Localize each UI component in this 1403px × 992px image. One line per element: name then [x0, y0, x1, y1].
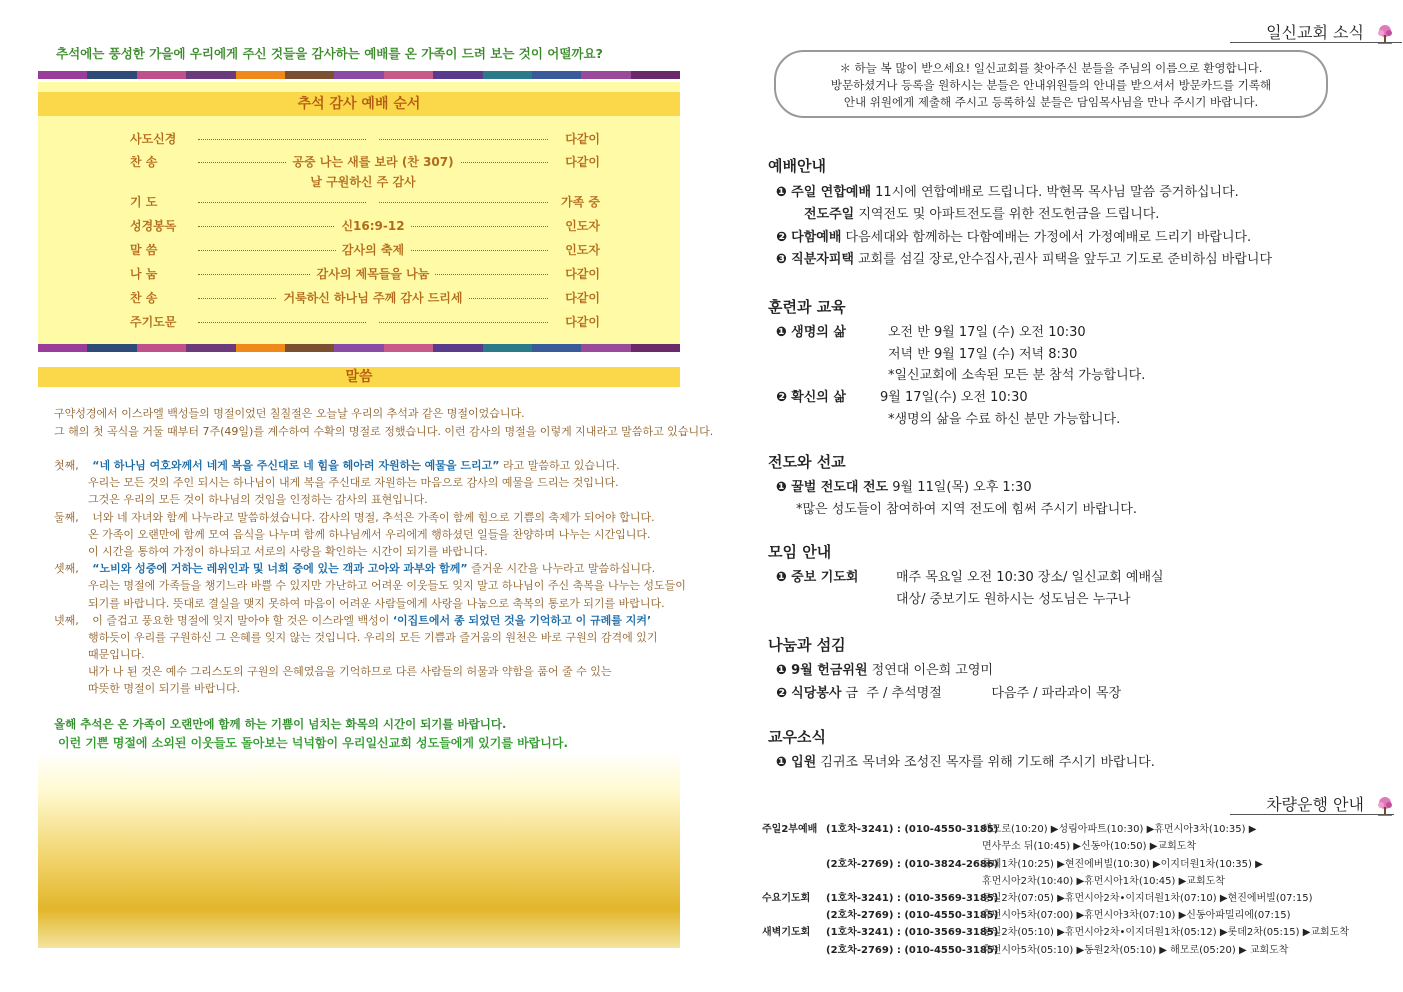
sharing-item-1-label: 9월 헌금위원: [791, 663, 868, 678]
worship-title: 예배안내: [768, 157, 826, 175]
worship-item-2-text: 다음세대와 함께하는 다함예배는 가정에서 가정예배로 드리기 바랍니다.: [841, 230, 1252, 245]
stripe-segment: [285, 344, 334, 352]
num-1: ❶: [776, 663, 788, 678]
num-1: ❶: [776, 755, 788, 770]
num-2: ❷: [776, 390, 788, 405]
num-3: ❸: [776, 252, 788, 267]
sermon-third-line: [54, 560, 655, 576]
sermon-first-3: 그것은 우리의 모든 것이 하나님의 것임을 인정하는 감사의 표현입니다.: [88, 493, 428, 506]
first-quote: “네 하나님 여호와께서 네게 복을 주신대로 네 힘을 헤아려 자원하는 예물을 드리고”: [92, 459, 500, 472]
order-row: [130, 289, 600, 309]
training-item-2-line-2: *생명의 삶을 수료 하신 분만 가능합니다.: [888, 412, 1121, 427]
order-middle-text: 감사의 축제: [336, 243, 410, 257]
mission-note: *많은 성도들이 참여하여 지역 전도에 힘써 주시기 바랍니다.: [796, 502, 1137, 517]
num-2: ❷: [776, 230, 788, 245]
sermon-second-3: 이 시간을 통하여 가정이 하나되고 서로의 사랑을 확인하는 시간이 되기를 바랍니다.: [88, 545, 488, 558]
stripe-segment: [384, 344, 433, 352]
worship-item-2-label: 다함예배: [791, 230, 842, 245]
meeting-item-1-line-2: 대상/ 중보기도 원하시는 성도님은 누구나: [896, 592, 1131, 607]
fourth-quote: ‘이집트에서 종 되었던 것을 기억하고 이 규례를 지켜’: [392, 614, 652, 627]
closing-line-2: 이런 기쁜 명절에 소외된 이웃들도 돌아보는 넉넉함이 우리일신교회 성도들에게 있기를 바랍니다.: [58, 736, 569, 750]
order-right: 다같이: [565, 267, 600, 281]
training-item-2-label: 확신의 삶: [791, 390, 846, 405]
stripe-segment: [186, 344, 235, 352]
sermon-third-3: 되기를 바랍니다. 뜻대로 결실을 맺지 못하여 마음이 어려운 사람들에게 사랑을 나눔으로 축복의 통로가 되기를 바랍니다.: [88, 597, 665, 610]
sermon-p2: 그 해의 첫 곡식을 거둘 때부터 7주(49일)를 계수하여 수확의 명절로 정했습니다. 이런 감사의 명절을 이렇게 지내라고 말씀하고 있습니다.: [54, 425, 714, 438]
bus-route: 동일2차(07:05) ▶휴먼시아2차•이지더원1차(07:10) ▶현진에버빌(07:15): [982, 893, 1313, 904]
harvest-background-image: [38, 752, 680, 948]
order-middle: [198, 193, 548, 207]
fourth-1a: 이 즐겁고 풍요한 명절에 잊지 말아야 할 것은 이스라엘 백성이: [92, 614, 393, 627]
order-right: 다같이: [565, 291, 600, 305]
num-2: ❷: [776, 686, 788, 701]
bus-service-text: 수요기도회: [762, 893, 811, 904]
stripe-segment: [581, 71, 630, 79]
order-middle: [198, 153, 548, 170]
stripe-segment: [384, 71, 433, 79]
order-extra-line: 날 구원하신 주 감사: [310, 175, 416, 189]
stripe-segment: [236, 71, 285, 79]
sermon-fourth-2: 행하듯이 우리를 구원하신 그 은혜를 잊지 않는 것입니다. 우리의 모든 기쁨과 즐거움의 원천은 바로 구원의 감격에 있기: [88, 631, 658, 644]
training-item-2-line-1: 9월 17일(수) 오전 10:30: [880, 390, 1028, 405]
order-right: 다같이: [565, 315, 600, 329]
order-label: 성경봉독: [130, 219, 177, 233]
order-label: 사도신경: [130, 132, 177, 146]
sermon-second-2: 온 가족이 오랜만에 함께 모여 음식을 나누며 함께 하나님께서 우리에게 행하셨던 일들을 찬양하며 나누는 시간입니다.: [88, 528, 651, 541]
meeting-item-1-label: 중보 기도회: [791, 570, 859, 585]
news-item-1-label: 입원: [791, 755, 817, 770]
welcome-line-3: 안내 위원에게 제출해 주시고 등록하실 분들은 담임목사님을 만나 주시기 바랍니다.: [843, 95, 1259, 109]
stripe-segment: [186, 71, 235, 79]
sermon-fourth-4: 내가 나 된 것은 예수 그리스도의 구원의 은혜였음을 기억하므로 다른 사람들의 허물과 약함을 품어 줄 수 있는: [88, 665, 612, 678]
third-quote: “노비와 성중에 거하는 레위인과 및 너희 중에 있는 객과 고아와 과부와 함께”: [92, 562, 468, 575]
order-row: [130, 217, 600, 237]
training-title: 훈련과 교육: [768, 298, 846, 316]
second-1: 너와 네 자녀와 함께 나누라고 말씀하셨습니다. 감사의 명절, 추석은 가족이 함께 힘으로 기쁨의 축제가 되어야 합니다.: [92, 511, 655, 524]
stripe-segment: [334, 344, 383, 352]
bus-service: [762, 820, 817, 835]
color-stripe-bottom: [38, 344, 680, 352]
worship-item-2: [776, 226, 1251, 245]
stripe-segment: [236, 344, 285, 352]
num-1: ❶: [776, 570, 788, 585]
training-item-1-line-2: 저녁 반 9월 17일 (수) 저녁 8:30: [888, 347, 1078, 362]
order-right: 가족 중: [561, 195, 600, 209]
bus-car-text: (2호차-2769) : (010-4550-3185): [826, 910, 999, 921]
stripe-segment: [433, 344, 482, 352]
meeting-title: 모임 안내: [768, 543, 832, 561]
welcome-box: [774, 50, 1328, 118]
bus-service: [762, 923, 810, 938]
worship-item-1: [776, 181, 1239, 200]
church-news-header: [1266, 20, 1395, 44]
meeting-item-1: [776, 566, 858, 585]
sermon-third-2: 우리는 명절에 가족들을 챙기느라 바쁠 수 있지만 가난하고 어려운 이웃들도 잊지 말고 하나님이 주신 축복을 나누는 성도들이: [88, 579, 686, 592]
training-item-2: [776, 386, 846, 405]
welcome-line-1: ＊ 하늘 복 많이 받으세요! 일신교회를 찾아주신 분들을 주님의 이름으로 환영합니다.: [839, 61, 1263, 75]
sermon-p1: 구약성경에서 이스라엘 백성들의 명절이었던 칠칠절은 오늘날 우리의 추석과 같은 명절이었습니다.: [54, 407, 525, 420]
bus-route: 휴먼시아5차(07:00) ▶휴먼시아3차(07:10) ▶신동아파밀리에(07:15): [982, 910, 1291, 921]
bus-service: [762, 889, 810, 904]
order-label: 말 씀: [130, 243, 158, 257]
stripe-segment: [137, 71, 186, 79]
order-middle-text: 감사의 제목들을 나눔: [311, 267, 436, 281]
news-item-1: [776, 751, 1155, 770]
tree-icon: [1375, 796, 1395, 816]
order-row: [130, 153, 600, 173]
church-news-title: 일신교회 소식: [1266, 23, 1364, 42]
order-label: 기 도: [130, 195, 158, 209]
mission-item-1-text: 9월 11일(목) 오후 1:30: [888, 480, 1032, 495]
stripe-segment: [532, 344, 581, 352]
order-middle: [198, 289, 548, 306]
order-label: 찬 송: [130, 155, 158, 169]
mission-item-1: [776, 476, 1032, 495]
news-item-1-text: 김귀조 목녀와 조성진 목자를 위해 기도해 주시기 바랍니다.: [816, 755, 1155, 770]
order-right: 인도자: [565, 219, 600, 233]
order-middle: [198, 241, 548, 258]
sharing-item-1: [776, 659, 993, 678]
fourth-label: 넷째,: [54, 614, 79, 627]
num-1: ❶: [776, 325, 788, 340]
header-underline: [1230, 42, 1402, 43]
meeting-item-1-line-1: 매주 목요일 오전 10:30 장소/ 일신교회 예배실: [896, 570, 1164, 585]
num-1: ❶: [776, 480, 788, 495]
worship-item-3-text: 교회를 섬길 장로,안수집사,권사 피택을 앞두고 기도로 준비하심 바랍니다: [853, 252, 1273, 267]
order-row: [130, 313, 600, 333]
training-item-1-label: 생명의 삶: [791, 325, 846, 340]
stripe-segment: [38, 344, 87, 352]
bus-service-text: 새벽기도회: [762, 927, 811, 938]
mission-item-1-label: 꿀벌 전도대 전도: [791, 480, 889, 495]
stripe-segment: [483, 344, 532, 352]
order-middle-text: 거룩하신 하나님 주께 감사 드리세: [277, 291, 468, 305]
bus-car: [826, 889, 998, 904]
stripe-segment: [285, 71, 334, 79]
sharing-title: 나눔과 섬김: [768, 636, 846, 654]
bus-route: 면사무소 뒤(10:45) ▶신동아(10:50) ▶교회도착: [982, 841, 1197, 852]
order-middle: [198, 265, 548, 282]
bus-route: 해모로(10:20) ▶성림아파트(10:30) ▶휴먼시아3차(10:35) ▶: [982, 824, 1257, 835]
closing-line-1: 올해 추석은 온 가족이 오랜만에 함께 하는 기쁨이 넘치는 화목의 시간이 되기를 바랍니다.: [54, 717, 507, 731]
bus-title: 차량운행 안내: [1266, 795, 1364, 814]
sharing-item-2: [776, 682, 1121, 701]
mission-title: 전도와 선교: [768, 453, 846, 471]
order-row: [130, 241, 600, 261]
order-label: 주기도문: [130, 315, 177, 329]
order-right: 다같이: [565, 155, 600, 169]
bus-car-text: (2호차-2769) : (010-3824-2686): [826, 859, 999, 870]
stripe-segment: [631, 344, 680, 352]
sermon-first-2: 우리는 모든 것의 주인 되시는 하나님이 내게 복을 주신대로 자원하는 마음으로 감사의 예물을 드리는 것입니다.: [88, 476, 619, 489]
second-label: 둘째,: [54, 511, 79, 524]
tree-icon: [1375, 24, 1395, 44]
order-row: [130, 193, 600, 213]
color-stripe-top: [38, 71, 680, 79]
sermon-fourth-line: [54, 612, 651, 628]
order-middle: [198, 130, 548, 144]
order-label: 나 눔: [130, 267, 158, 281]
word-title: 말씀: [38, 367, 680, 387]
worship-item-3-label: 직분자피택: [791, 252, 854, 267]
order-middle-text: 신16:9-12: [335, 219, 410, 233]
order-middle-text: [367, 130, 379, 144]
sermon-fourth-5: 따뜻한 명절이 되기를 바랍니다.: [88, 682, 241, 695]
bus-header: [1266, 792, 1395, 816]
num-1: ❶: [776, 185, 788, 200]
bus-route: 동일2차(05:10) ▶휴먼시아2차•이지더원1차(05:12) ▶롯데2차(05:15) ▶교회도착: [982, 927, 1350, 938]
training-item-1-line-3: *일신교회에 소속된 모든 분 참석 가능합니다.: [888, 368, 1146, 383]
bus-car: [826, 820, 998, 835]
stripe-segment: [483, 71, 532, 79]
order-middle: [198, 313, 548, 327]
worship-item-1b-label: 전도주일: [804, 207, 855, 222]
worship-item-3: [776, 248, 1272, 267]
bus-car-text: (1호차-3241) : (010-3569-3185): [826, 927, 999, 938]
bus-car: [826, 855, 998, 870]
sharing-item-2-text: 금 주 / 추석명절 다음주 / 파라과이 목장: [841, 686, 1122, 701]
first-tail: 라고 말씀하고 있습니다.: [499, 459, 620, 472]
order-middle-text: 공중 나는 새를 보라 (찬 307): [286, 155, 459, 169]
bus-car-text: (1호차-3241) : (010-3569-3185): [826, 893, 999, 904]
bus-route: 롯데1차(10:25) ▶현진에버빌(10:30) ▶이지더원1차(10:35) ▶: [982, 859, 1263, 870]
first-label: 첫째,: [54, 459, 79, 472]
bus-service-text: 주일2부예배: [762, 824, 818, 835]
stripe-segment: [433, 71, 482, 79]
stripe-segment: [581, 344, 630, 352]
bus-route: 휴먼시아2차(10:40) ▶휴먼시아1차(10:45) ▶교회도착: [982, 876, 1225, 887]
order-row: [130, 130, 600, 150]
bus-car: [826, 923, 998, 938]
welcome-line-2: 방문하셨거나 등록을 원하시는 분들은 안내위원들의 안내를 받으셔서 방문카드를 기록해: [830, 78, 1272, 92]
order-label: 찬 송: [130, 291, 158, 305]
bus-header-underline: [1230, 814, 1394, 815]
order-row: [130, 265, 600, 285]
bus-route: 휴먼시아5차(05:10) ▶동원2차(05:10) ▶ 해모로(05:20) ▶ 교회도착: [982, 945, 1289, 956]
stripe-segment: [631, 71, 680, 79]
sermon-second-line: [54, 509, 655, 525]
stripe-segment: [87, 71, 136, 79]
bus-car-text: (2호차-2769) : (010-4550-3185): [826, 945, 999, 956]
stripe-segment: [334, 71, 383, 79]
order-middle-text: [367, 313, 379, 327]
worship-item-1-label: 주일 연합예배: [791, 185, 872, 200]
training-item-1: [776, 321, 846, 340]
training-item-1-line-1: 오전 반 9월 17일 (수) 오전 10:30: [888, 325, 1086, 340]
sermon-first-line: [54, 457, 620, 473]
order-middle-text: [367, 193, 379, 207]
left-page: [38, 0, 714, 992]
order-middle: [198, 217, 548, 234]
intro-text: 추석에는 풍성한 가을에 우리에게 주신 것들을 감사하는 예배를 온 가족이 드려 보는 것이 어떨까요?: [56, 46, 603, 61]
bus-car-text: (1호차-3241) : (010-4550-3185): [826, 824, 999, 835]
news-title: 교우소식: [768, 728, 826, 746]
third-label: 셋째,: [54, 562, 79, 575]
bus-car: [826, 906, 998, 921]
stripe-segment: [137, 344, 186, 352]
third-tail: 즐거운 시간을 나누라고 말씀하십니다.: [467, 562, 656, 575]
sharing-item-1-text: 정연대 이은희 고영미: [867, 663, 993, 678]
stripe-segment: [87, 344, 136, 352]
worship-item-1b-text: 지역전도 및 아파트전도를 위한 전도헌금을 드립니다.: [854, 207, 1160, 222]
right-page: [740, 0, 1403, 992]
stripe-segment: [532, 71, 581, 79]
sermon-fourth-3: 때문입니다.: [88, 648, 145, 661]
order-title: 추석 감사 예배 순서: [38, 92, 680, 116]
worship-item-1b: [804, 203, 1159, 222]
order-right: 인도자: [565, 243, 600, 257]
worship-item-1-text: 11시에 연합예배로 드립니다. 박현목 목사님 말씀 증거하십니다.: [871, 185, 1239, 200]
bus-car: [826, 941, 998, 956]
order-right: 다같이: [565, 132, 600, 146]
stripe-segment: [38, 71, 87, 79]
sharing-item-2-label: 식당봉사: [791, 686, 842, 701]
